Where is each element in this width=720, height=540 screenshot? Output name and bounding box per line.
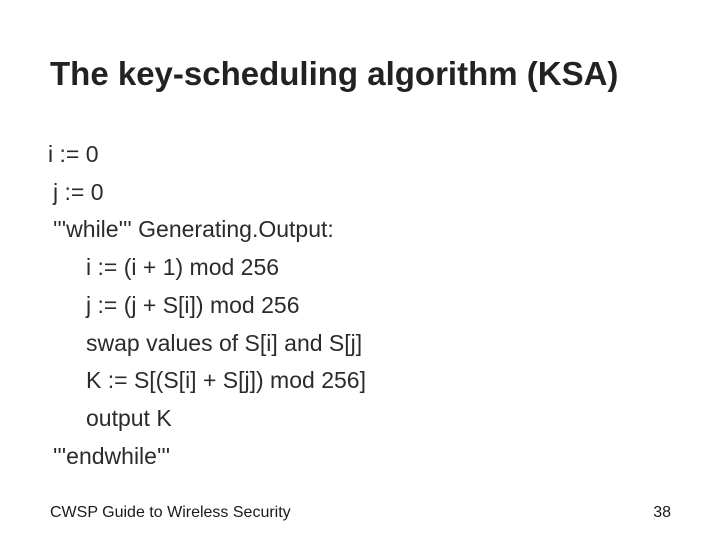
code-line: '''endwhile'''	[53, 442, 171, 469]
code-line: K := S[(S[i] + S[j]) mod 256]	[86, 367, 366, 394]
code-line: i := (i + 1) mod 256	[86, 254, 280, 281]
slide-title: The key-scheduling algorithm (KSA)	[50, 55, 619, 92]
code-line: j := (j + S[i]) mod 256	[86, 291, 300, 318]
code-block	[48, 136, 366, 475]
code-line: output K	[86, 404, 172, 431]
code-line: j := 0	[53, 178, 104, 205]
slide-number: 38	[653, 504, 671, 521]
code-line: swap values of S[i] and S[j]	[86, 329, 363, 356]
code-line: '''while''' Generating.Output:	[53, 216, 334, 243]
code-line: i := 0	[48, 141, 99, 167]
footer-course-title: CWSP Guide to Wireless Security	[50, 504, 291, 521]
